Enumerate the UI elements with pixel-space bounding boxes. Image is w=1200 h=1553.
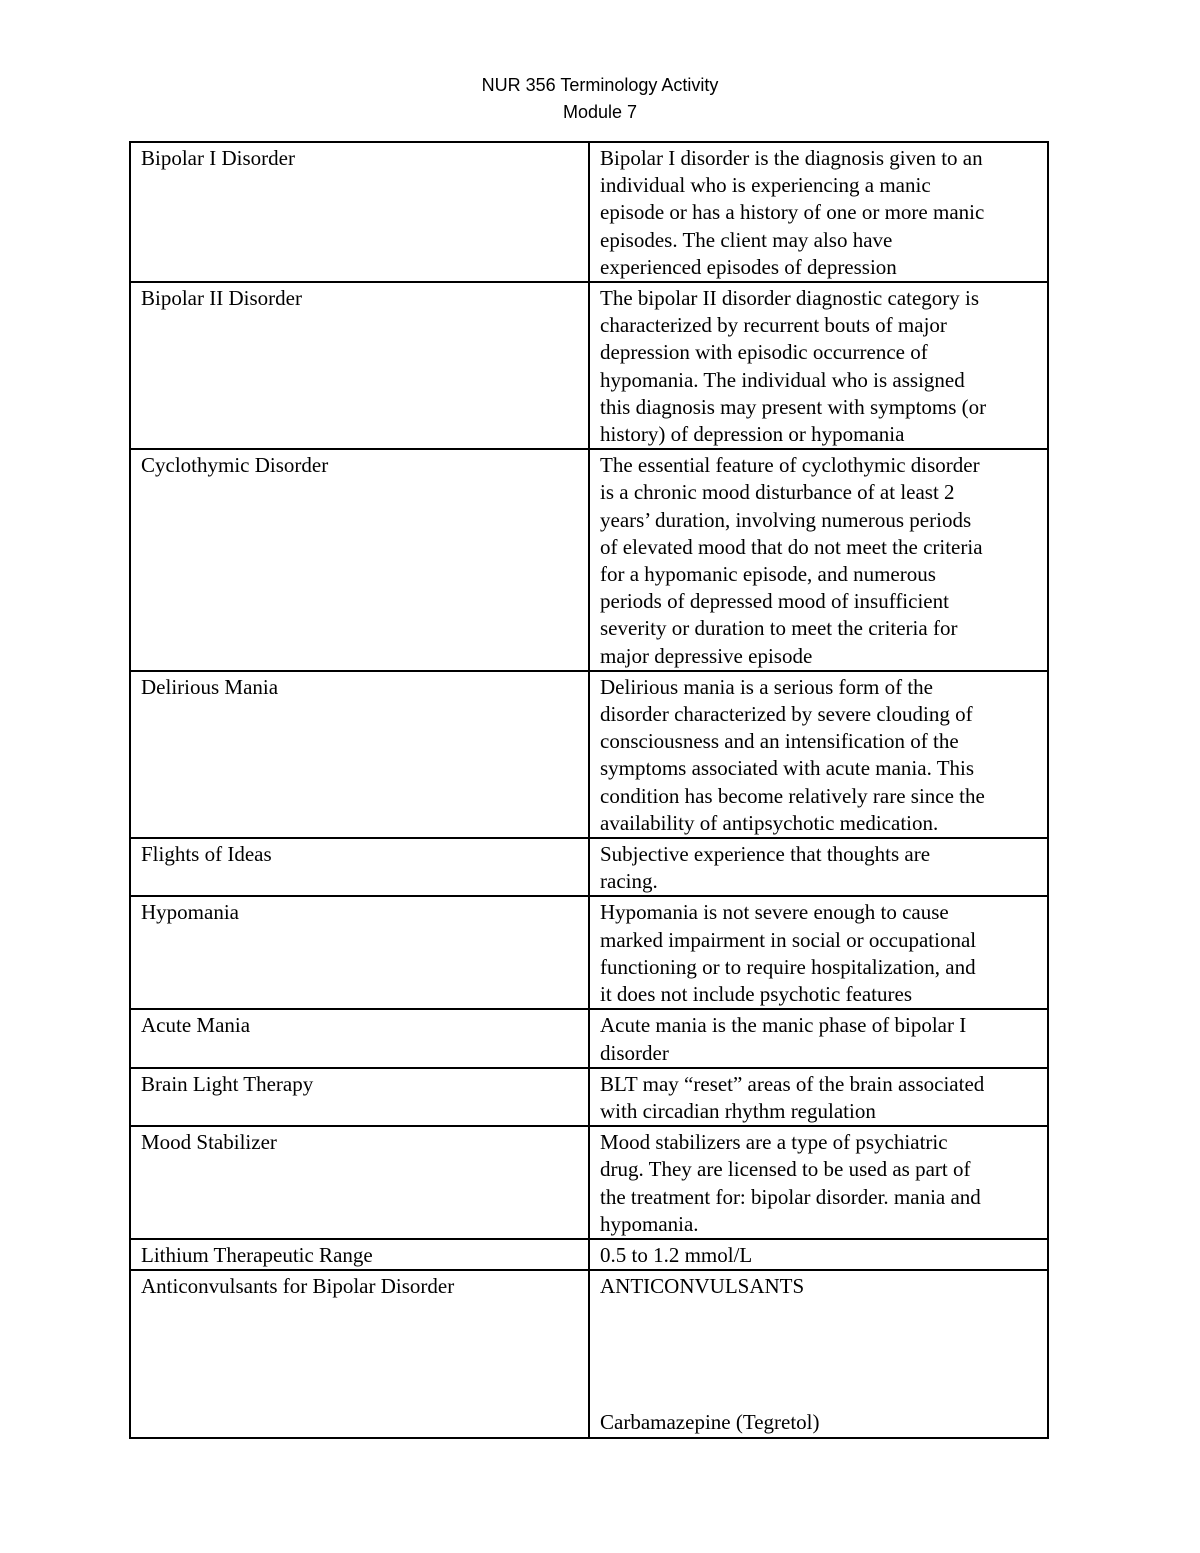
definition-cell: The essential feature of cyclothymic disorder is a chronic mood disturbance of at least 2 years’ duration, involving numerous periods of elevated mood that do not meet the criteria for a hypomanic episode, and numerous periods of depressed mood of insufficient severity or duration to meet the criteria for major depressive episode bbox=[589, 449, 1048, 671]
table-row bbox=[130, 671, 1048, 838]
term-cell: Mood Stabilizer bbox=[130, 1126, 589, 1239]
table-row bbox=[130, 1239, 1048, 1270]
term-cell: Bipolar I Disorder bbox=[130, 142, 589, 282]
term-cell: Lithium Therapeutic Range bbox=[130, 1239, 589, 1270]
definition-item: Carbamazepine (Tegretol) bbox=[600, 1410, 820, 1435]
table-row bbox=[130, 1009, 1048, 1067]
table-row bbox=[130, 449, 1048, 671]
document-header bbox=[0, 72, 1200, 126]
term-cell: Acute Mania bbox=[130, 1009, 589, 1067]
table-row bbox=[130, 896, 1048, 1009]
table-row bbox=[130, 1270, 1048, 1437]
definition-cell: The bipolar II disorder diagnostic category is characterized by recurrent bouts of major depression with episodic occurrence of hypomania. The individual who is assigned this diagnosis may present with symptoms (or history) of depression or hypomania bbox=[589, 282, 1048, 449]
document-subtitle: Module 7 bbox=[562, 102, 638, 122]
terminology-table bbox=[129, 141, 1049, 1439]
definition-cell bbox=[589, 1270, 1048, 1437]
term-cell: Flights of Ideas bbox=[130, 838, 589, 896]
term-cell: Cyclothymic Disorder bbox=[130, 449, 589, 671]
table-row bbox=[130, 142, 1048, 282]
definition-cell: Hypomania is not severe enough to cause marked impairment in social or occupational functioning or to require hospitalization, and it does not include psychotic features bbox=[589, 896, 1048, 1009]
definition-cell: Bipolar I disorder is the diagnosis given to an individual who is experiencing a manic episode or has a history of one or more manic episodes. The client may also have experienced episodes of depression bbox=[589, 142, 1048, 282]
table-row bbox=[130, 282, 1048, 449]
term-cell: Bipolar II Disorder bbox=[130, 282, 589, 449]
table-row bbox=[130, 1126, 1048, 1239]
term-cell: Hypomania bbox=[130, 896, 589, 1009]
definition-cell: Subjective experience that thoughts are racing. bbox=[589, 838, 1048, 896]
definition-cell: Delirious mania is a serious form of the disorder characterized by severe clouding of consciousness and an intensification of the symptoms associated with acute mania. This condition has become relatively rare since the availability of antipsychotic medication. bbox=[589, 671, 1048, 838]
term-cell: Anticonvulsants for Bipolar Disorder bbox=[130, 1270, 589, 1437]
definition-cell: BLT may “reset” areas of the brain associated with circadian rhythm regulation bbox=[589, 1068, 1048, 1126]
table-row bbox=[130, 1068, 1048, 1126]
definition-cell: 0.5 to 1.2 mmol/L bbox=[589, 1239, 1048, 1270]
definition-heading: ANTICONVULSANTS bbox=[600, 1274, 805, 1299]
blank-space bbox=[600, 1300, 1039, 1409]
document-title: NUR 356 Terminology Activity bbox=[481, 75, 719, 95]
table-row bbox=[130, 838, 1048, 896]
term-cell: Delirious Mania bbox=[130, 671, 589, 838]
definition-cell: Acute mania is the manic phase of bipolar I disorder bbox=[589, 1009, 1048, 1067]
definition-cell: Mood stabilizers are a type of psychiatric drug. They are licensed to be used as part of the treatment for: bipolar disorder. mania and hypomania. bbox=[589, 1126, 1048, 1239]
term-cell: Brain Light Therapy bbox=[130, 1068, 589, 1126]
